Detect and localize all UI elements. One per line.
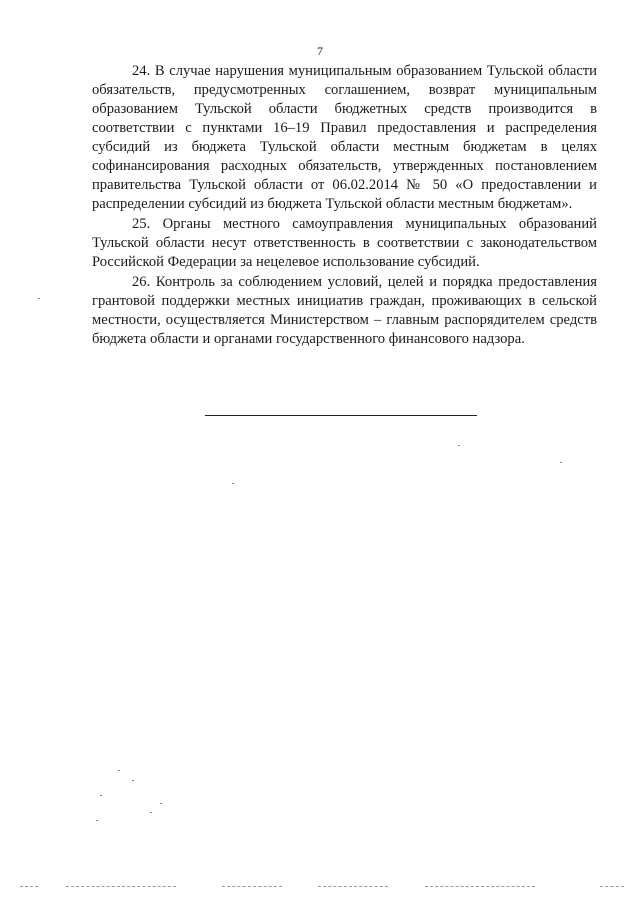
- scan-edge-mark: [425, 886, 535, 887]
- scan-edge-mark: [318, 886, 388, 887]
- document-body: [92, 62, 597, 350]
- scan-speck: [560, 462, 562, 463]
- scan-edge-mark: [20, 886, 38, 887]
- scan-speck: [118, 770, 120, 771]
- scan-edge-mark: [600, 886, 624, 887]
- scan-speck: [232, 483, 234, 484]
- end-separator-line: [205, 415, 477, 416]
- paragraph-25: 25. Органы местного самоуправления муниципальных образований Тульской области несут ответственность в соответствии с законодательством Российской Федерации за нецелевое использование субсидий.: [92, 216, 597, 270]
- page-number: 7: [317, 44, 323, 58]
- scan-speck: [160, 803, 162, 804]
- scan-edge-mark: [222, 886, 282, 887]
- paragraph-24: 24. В случае нарушения муниципальным образованием Тульской области обязательств, предусмотренных соглашением, возврат муниципальным образованием Тульской области бюджетных средств производится в соответствии с пунктами 16–19 Правил предоставления и распределения субсидий из бюджета Тульской области местным бюджетам в целях софинансирования расходных обязательств, утвержденных постановлением правительства Тульской области от 06.02.2014 № 50 «О предоставлении и распределении субсидий из бюджета Тульской области местным бюджетам».: [92, 63, 597, 212]
- scan-speck: [132, 780, 134, 781]
- scan-speck: [100, 795, 102, 796]
- paragraph-26: 26. Контроль за соблюдением условий, целей и порядка предоставления грантовой поддержки местных инициатив граждан, проживающих в сельской местности, осуществляется Министерством – главным распорядителем средств бюджета области и органами государственного финансового надзора.: [92, 274, 597, 347]
- scan-speck: [96, 820, 98, 821]
- scan-edge-mark: [66, 886, 176, 887]
- scan-speck: [150, 812, 152, 813]
- scan-speck: [458, 445, 460, 446]
- scan-speck: [38, 298, 40, 299]
